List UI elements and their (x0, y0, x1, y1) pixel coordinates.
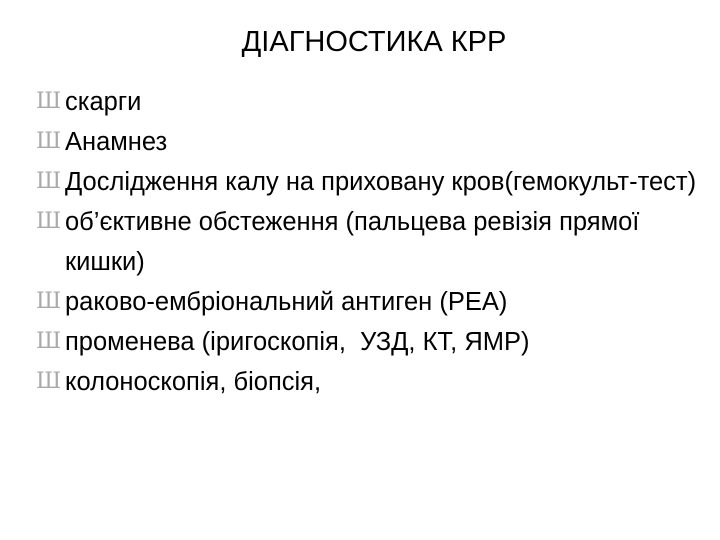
bullet-list (36, 82, 706, 402)
bullet-item-anamnesis (36, 122, 706, 162)
bullet-item-colonoscopy (36, 362, 706, 402)
bullet-item-imaging (36, 322, 706, 362)
bullet-marker-icon: Ш (36, 329, 62, 354)
bullet-marker-icon: Ш (36, 129, 62, 154)
bullet-marker-icon: Ш (36, 209, 62, 234)
bullet-text: Анамнез (65, 128, 168, 156)
bullet-marker-icon: Ш (36, 89, 62, 114)
bullet-text: об’єктивне обстеження (пальцева ревізія прямої кишки) (65, 208, 647, 276)
bullet-text: колоноскопія, біопсія, (65, 368, 322, 396)
bullet-item-physical-exam (36, 202, 706, 282)
bullet-text: променева (іригоскопія, УЗД, КТ, ЯМР) (65, 328, 530, 356)
bullet-text: раково-ембріональний антиген (РЕА) (65, 288, 508, 316)
bullet-marker-icon: Ш (36, 369, 62, 394)
bullet-marker-icon: Ш (36, 289, 62, 314)
bullet-marker-icon: Ш (36, 169, 62, 194)
bullet-item-cea (36, 282, 706, 322)
bullet-text: Дослідження калу на приховану кров(гемокульт-тест) (65, 168, 697, 196)
bullet-text: скарги (65, 88, 142, 116)
slide-title: ДІАГНОСТИКА КРР (241, 26, 507, 58)
bullet-item-occult-blood-test (36, 162, 706, 202)
bullet-item-complaints (36, 82, 706, 122)
